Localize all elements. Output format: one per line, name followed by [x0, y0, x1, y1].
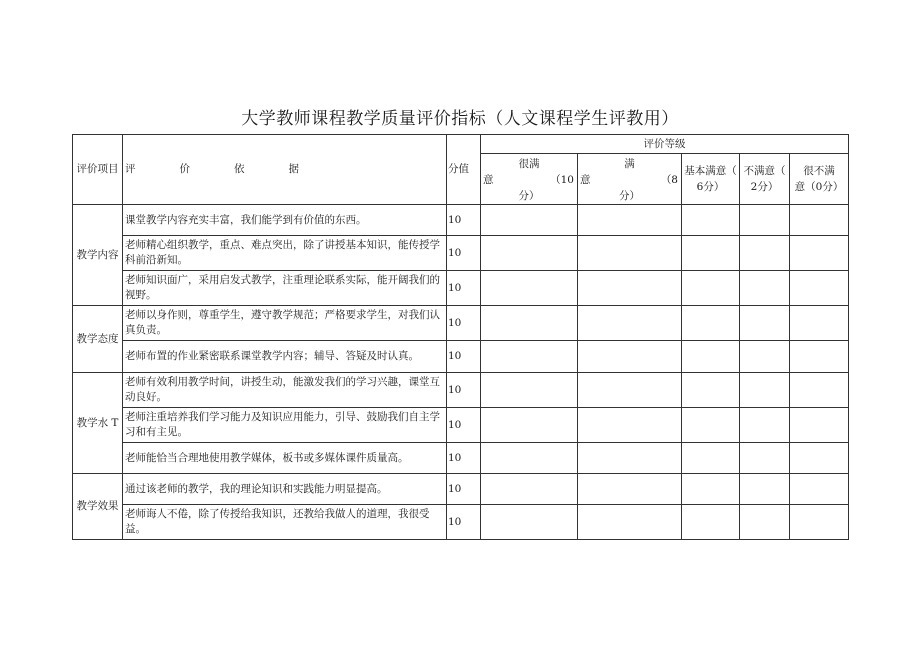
evaluation-table	[72, 134, 849, 540]
category-cell: 教学水 T	[73, 373, 123, 474]
rating-cell[interactable]	[740, 474, 790, 505]
rating-cell[interactable]	[740, 205, 790, 236]
table-row	[73, 341, 849, 373]
rating-cell[interactable]	[682, 443, 740, 474]
category-cell: 教学态度	[73, 306, 123, 373]
rating-cell[interactable]	[578, 271, 682, 306]
rating-cell[interactable]	[682, 341, 740, 373]
basis-cell: 老师诲人不倦，除了传授给我知识，还教给我做人的道理，我很受益。	[123, 505, 447, 540]
score-cell: 10	[447, 205, 481, 236]
page-title: 大学教师课程教学质量评价指标（人文课程学生评教用）	[241, 109, 679, 129]
rating-cell[interactable]	[481, 236, 578, 271]
rating-cell[interactable]	[578, 373, 682, 408]
table-row	[73, 306, 849, 341]
rating-cell[interactable]	[481, 408, 578, 443]
rating-cell[interactable]	[790, 205, 849, 236]
table-row	[73, 505, 849, 540]
rating-cell[interactable]	[740, 236, 790, 271]
rating-cell[interactable]	[481, 474, 578, 505]
basis-cell: 老师有效利用教学时间，讲授生动，能激发我们的学习兴趣，课堂互动良好。	[123, 373, 447, 408]
header-score: 分值	[447, 135, 481, 205]
score-cell: 10	[447, 236, 481, 271]
table-row	[73, 236, 849, 271]
rating-cell[interactable]	[481, 271, 578, 306]
basis-cell: 老师能恰当合理地使用教学媒体，板书或多媒体课件质量高。	[123, 443, 447, 474]
table-row	[73, 443, 849, 474]
header-grade-group: 评价等级	[481, 135, 849, 154]
rating-cell[interactable]	[740, 443, 790, 474]
score-cell: 10	[447, 306, 481, 341]
rating-cell[interactable]	[481, 306, 578, 341]
rating-cell[interactable]	[481, 341, 578, 373]
table-row	[73, 271, 849, 306]
grade-unsatisfied: 不满意（ 2分）	[740, 154, 790, 205]
category-cell: 教学效果	[73, 474, 123, 540]
rating-cell[interactable]	[481, 205, 578, 236]
score-cell: 10	[447, 443, 481, 474]
rating-cell[interactable]	[740, 408, 790, 443]
grade-basically-satisfied: 基本满意（ 6分）	[682, 154, 740, 205]
rating-cell[interactable]	[790, 408, 849, 443]
rating-cell[interactable]	[578, 408, 682, 443]
rating-cell[interactable]	[682, 474, 740, 505]
rating-cell[interactable]	[790, 505, 849, 540]
table-row	[73, 474, 849, 505]
score-cell: 10	[447, 373, 481, 408]
grade-very-unsatisfied: 很不满 意（0分）	[790, 154, 849, 205]
score-cell: 10	[447, 271, 481, 306]
basis-cell: 老师知识面广，采用启发式教学，注重理论联系实际，能开阔我们的视野。	[123, 271, 447, 306]
table-row	[73, 373, 849, 408]
rating-cell[interactable]	[481, 443, 578, 474]
rating-cell[interactable]	[481, 373, 578, 408]
rating-cell[interactable]	[578, 341, 682, 373]
rating-cell[interactable]	[790, 373, 849, 408]
score-cell: 10	[447, 505, 481, 540]
score-cell: 10	[447, 474, 481, 505]
rating-cell[interactable]	[578, 236, 682, 271]
rating-cell[interactable]	[790, 443, 849, 474]
rating-cell[interactable]	[740, 341, 790, 373]
rating-cell[interactable]	[790, 236, 849, 271]
rating-cell[interactable]	[790, 306, 849, 341]
table-row	[73, 408, 849, 443]
rating-cell[interactable]	[578, 306, 682, 341]
basis-cell: 老师注重培养我们学习能力及知识应用能力，引导、鼓励我们自主学习和有主见。	[123, 408, 447, 443]
rating-cell[interactable]	[740, 271, 790, 306]
rating-cell[interactable]	[682, 236, 740, 271]
basis-cell: 老师以身作则，尊重学生，遵守教学规范；严格要求学生，对我们认真负责。	[123, 306, 447, 341]
rating-cell[interactable]	[682, 205, 740, 236]
rating-cell[interactable]	[481, 505, 578, 540]
rating-cell[interactable]	[578, 505, 682, 540]
rating-cell[interactable]	[740, 306, 790, 341]
rating-cell[interactable]	[740, 373, 790, 408]
rating-cell[interactable]	[790, 271, 849, 306]
basis-cell: 老师精心组织教学，重点、难点突出，除了讲授基本知识，能传授学科前沿新知。	[123, 236, 447, 271]
rating-cell[interactable]	[682, 373, 740, 408]
score-cell: 10	[447, 408, 481, 443]
rating-cell[interactable]	[790, 341, 849, 373]
score-cell: 10	[447, 341, 481, 373]
rating-cell[interactable]	[578, 205, 682, 236]
rating-cell[interactable]	[682, 408, 740, 443]
rating-cell[interactable]	[578, 443, 682, 474]
rating-cell[interactable]	[578, 474, 682, 505]
rating-cell[interactable]	[682, 306, 740, 341]
basis-cell: 老师布置的作业紧密联系课堂教学内容；辅导、答疑及时认真。	[123, 341, 447, 373]
rating-cell[interactable]	[790, 474, 849, 505]
table-row	[73, 205, 849, 236]
grade-satisfied: 满 意 （8 分）	[578, 154, 682, 205]
category-cell: 教学内容	[73, 205, 123, 306]
rating-cell[interactable]	[740, 505, 790, 540]
header-basis: 评 价 依 据	[123, 135, 447, 205]
rating-cell[interactable]	[682, 271, 740, 306]
header-category: 评价项目	[73, 135, 123, 205]
basis-cell: 通过该老师的教学，我的理论知识和实践能力明显提高。	[123, 474, 447, 505]
basis-cell: 课堂教学内容充实丰富，我们能学到有价值的东西。	[123, 205, 447, 236]
rating-cell[interactable]	[682, 505, 740, 540]
grade-very-satisfied: 很满 意 （10 分）	[481, 154, 578, 205]
